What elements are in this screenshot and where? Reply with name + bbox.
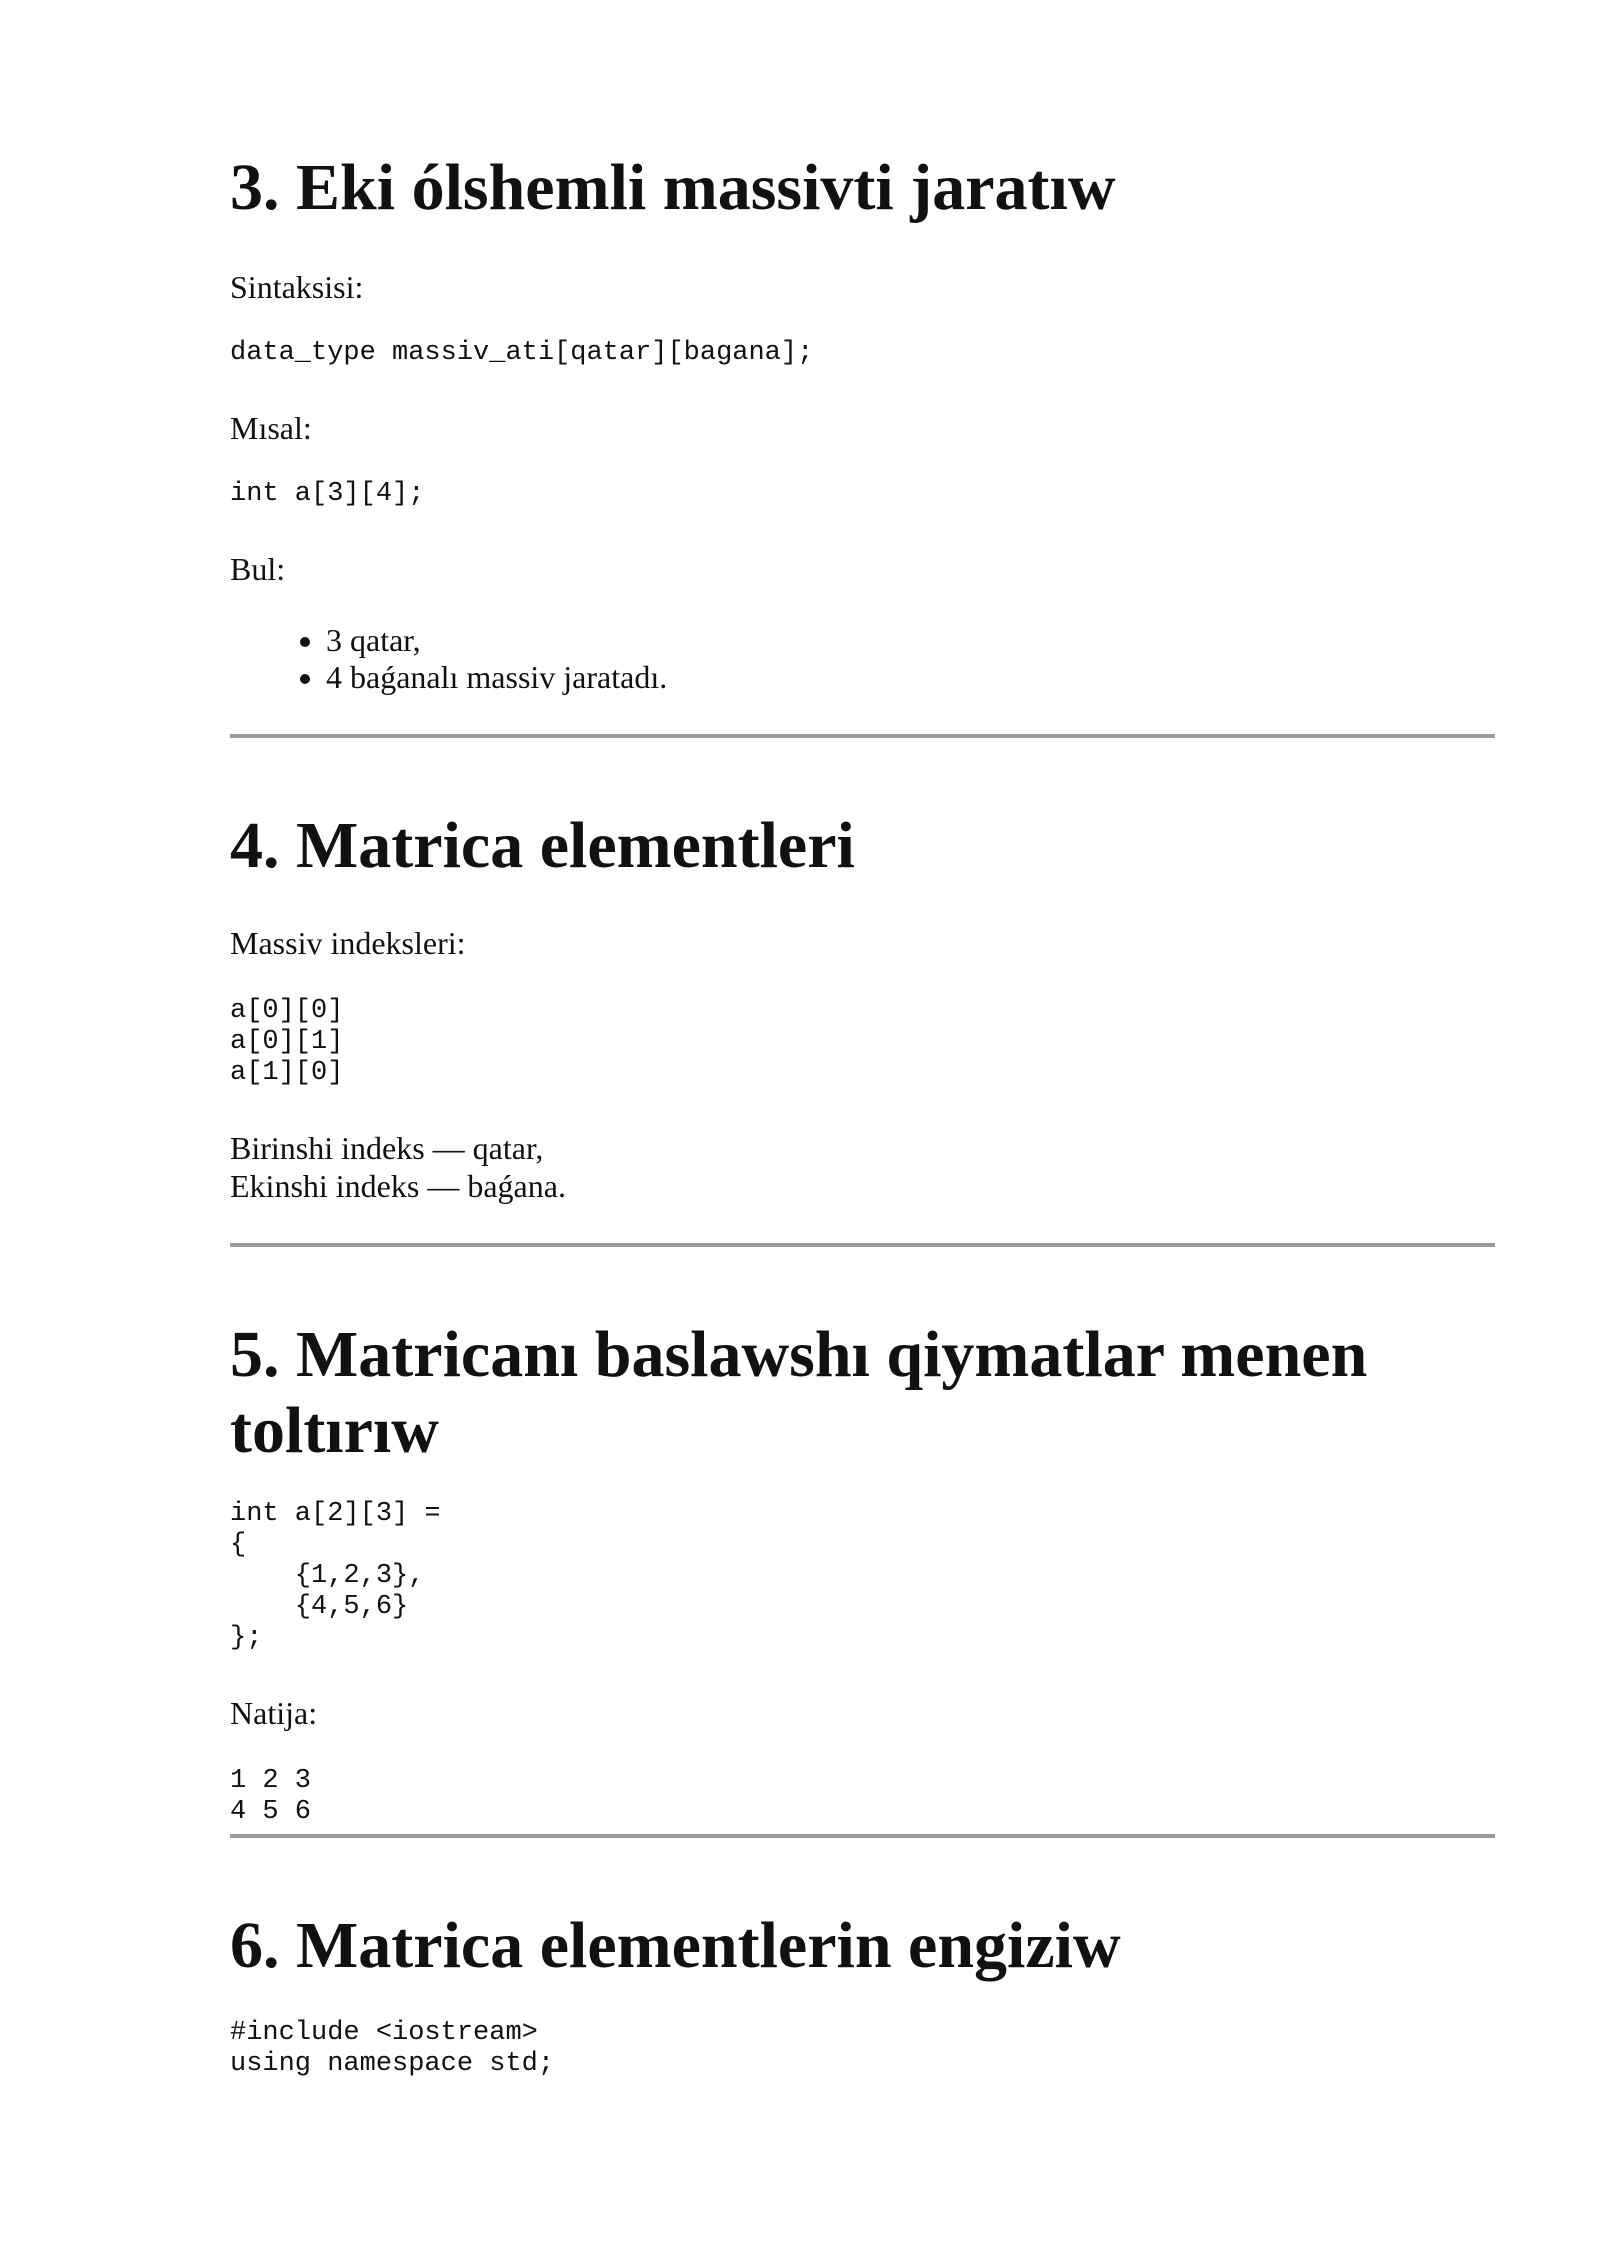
include-code-block: #include <iostream> using namespace std; — [230, 2018, 555, 2079]
bullet-list — [230, 622, 1495, 696]
indices-code-block: a[0][0] a[0][1] a[1][0] — [230, 996, 344, 1088]
list-item: • 3 qatar, — [326, 622, 1495, 659]
second-index-line: Ekinshi indeks — baǵana. — [230, 1168, 566, 1204]
section-6 — [230, 1908, 1495, 2080]
indices-label: Massiv indeksleri: — [230, 925, 466, 961]
init-code-block: int a[2][3] = { {1,2,3}, {4,5,6} }; — [230, 1499, 441, 1653]
section-6-heading: 6. Matrica elementlerin engiziw — [230, 1909, 1121, 1982]
horizontal-divider — [230, 1834, 1495, 1838]
section-5 — [230, 1317, 1495, 1838]
index-explanation — [230, 1129, 1495, 1205]
example-label: Mısal: — [230, 410, 312, 446]
horizontal-divider — [230, 734, 1495, 738]
result-code-block: 1 2 3 4 5 6 — [230, 1766, 312, 1827]
section-4-heading: 4. Matrica elementleri — [230, 809, 855, 882]
first-index-line: Birinshi indeks — qatar, — [230, 1130, 544, 1166]
list-item: • 4 baǵanalı massiv jaratadı. — [326, 659, 1495, 696]
section-3-heading: 3. Eki ólshemli massivti jaratıw — [230, 151, 1116, 224]
section-5-heading: 5. Matricanı baslawshı qiymatlar menen toltırıw — [230, 1318, 1368, 1467]
syntax-label: Sintaksisi: — [230, 269, 364, 305]
bul-label: Bul: — [230, 551, 286, 587]
document-page — [230, 150, 1495, 2080]
section-4 — [230, 808, 1495, 1247]
example-code-block: int a[3][4]; — [230, 479, 425, 509]
horizontal-divider — [230, 1243, 1495, 1247]
section-3 — [230, 150, 1495, 738]
result-label: Natija: — [230, 1695, 318, 1731]
syntax-code-block: data_type massiv_ati[qatar][bagana]; — [230, 338, 814, 368]
